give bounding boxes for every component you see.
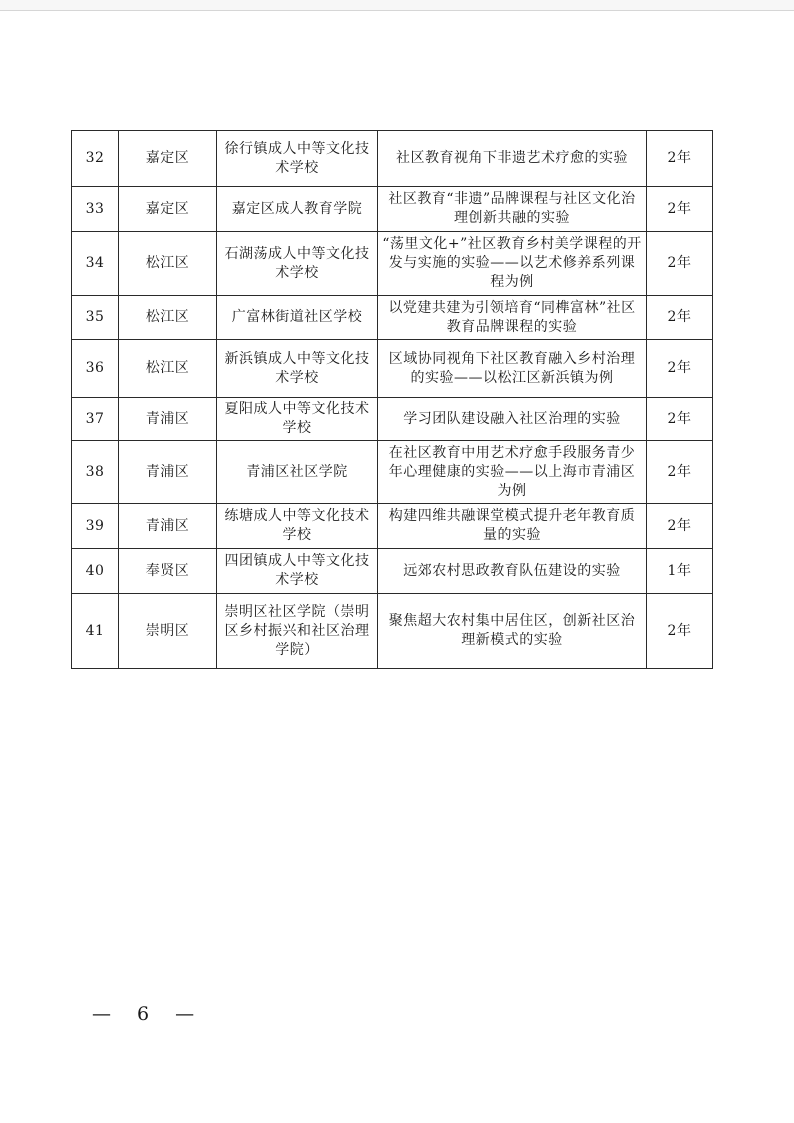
district-cell: 青浦区 [119,398,217,441]
duration-cell: 2年 [647,187,713,232]
row-number: 32 [72,131,119,187]
unit-cell: 夏阳成人中等文化技术学校 [217,398,378,441]
table-row [72,131,713,187]
table-row [72,232,713,296]
duration-cell: 2年 [647,398,713,441]
unit-cell: 崇明区社区学院（崇明区乡村振兴和社区治理学院） [217,594,378,669]
district-cell: 嘉定区 [119,131,217,187]
project-table [71,130,713,669]
project-title-cell: 构建四维共融课堂模式提升老年教育质量的实验 [378,504,647,549]
project-title-cell: 聚焦超大农村集中居住区，创新社区治理新模式的实验 [378,594,647,669]
duration-cell: 2年 [647,340,713,398]
project-title-cell: 社区教育视角下非遗艺术疗愈的实验 [378,131,647,187]
row-number: 40 [72,549,119,594]
table-row [72,504,713,549]
unit-cell: 新浜镇成人中等文化技术学校 [217,340,378,398]
duration-cell: 2年 [647,296,713,340]
district-cell: 青浦区 [119,441,217,504]
unit-cell: 练塘成人中等文化技术学校 [217,504,378,549]
project-title-cell: 学习团队建设融入社区治理的实验 [378,398,647,441]
duration-cell: 2年 [647,131,713,187]
row-number: 33 [72,187,119,232]
row-number: 34 [72,232,119,296]
project-title-cell: 远郊农村思政教育队伍建设的实验 [378,549,647,594]
unit-cell: 嘉定区成人教育学院 [217,187,378,232]
table-row [72,340,713,398]
district-cell: 嘉定区 [119,187,217,232]
table-row [72,594,713,669]
district-cell: 松江区 [119,340,217,398]
district-cell: 青浦区 [119,504,217,549]
project-title-cell: 在社区教育中用艺术疗愈手段服务青少年心理健康的实验——以上海市青浦区为例 [378,441,647,504]
table-row [72,187,713,232]
row-number: 41 [72,594,119,669]
district-cell: 松江区 [119,232,217,296]
row-number: 36 [72,340,119,398]
district-cell: 奉贤区 [119,549,217,594]
table-row [72,441,713,504]
unit-cell: 四团镇成人中等文化技术学校 [217,549,378,594]
unit-cell: 徐行镇成人中等文化技术学校 [217,131,378,187]
unit-cell: 青浦区社区学院 [217,441,378,504]
duration-cell: 2年 [647,232,713,296]
table-row [72,296,713,340]
row-number: 38 [72,441,119,504]
row-number: 39 [72,504,119,549]
project-title-cell: 以党建共建为引领培育“同榫富林”社区教育品牌课程的实验 [378,296,647,340]
project-title-cell: 社区教育“非遗”品牌课程与社区文化治理创新共融的实验 [378,187,647,232]
project-title-cell: “荡里文化+”社区教育乡村美学课程的开发与实施的实验——以艺术修养系列课程为例 [378,232,647,296]
district-cell: 松江区 [119,296,217,340]
table-row [72,549,713,594]
duration-cell: 2年 [647,504,713,549]
unit-cell: 广富林街道社区学校 [217,296,378,340]
row-number: 37 [72,398,119,441]
page-number: — 6 — [92,1003,205,1025]
duration-cell: 2年 [647,594,713,669]
scan-top-edge [0,0,794,11]
row-number: 35 [72,296,119,340]
district-cell: 崇明区 [119,594,217,669]
duration-cell: 1年 [647,549,713,594]
duration-cell: 2年 [647,441,713,504]
unit-cell: 石湖荡成人中等文化技术学校 [217,232,378,296]
project-title-cell: 区域协同视角下社区教育融入乡村治理的实验——以松江区新浜镇为例 [378,340,647,398]
table-row [72,398,713,441]
